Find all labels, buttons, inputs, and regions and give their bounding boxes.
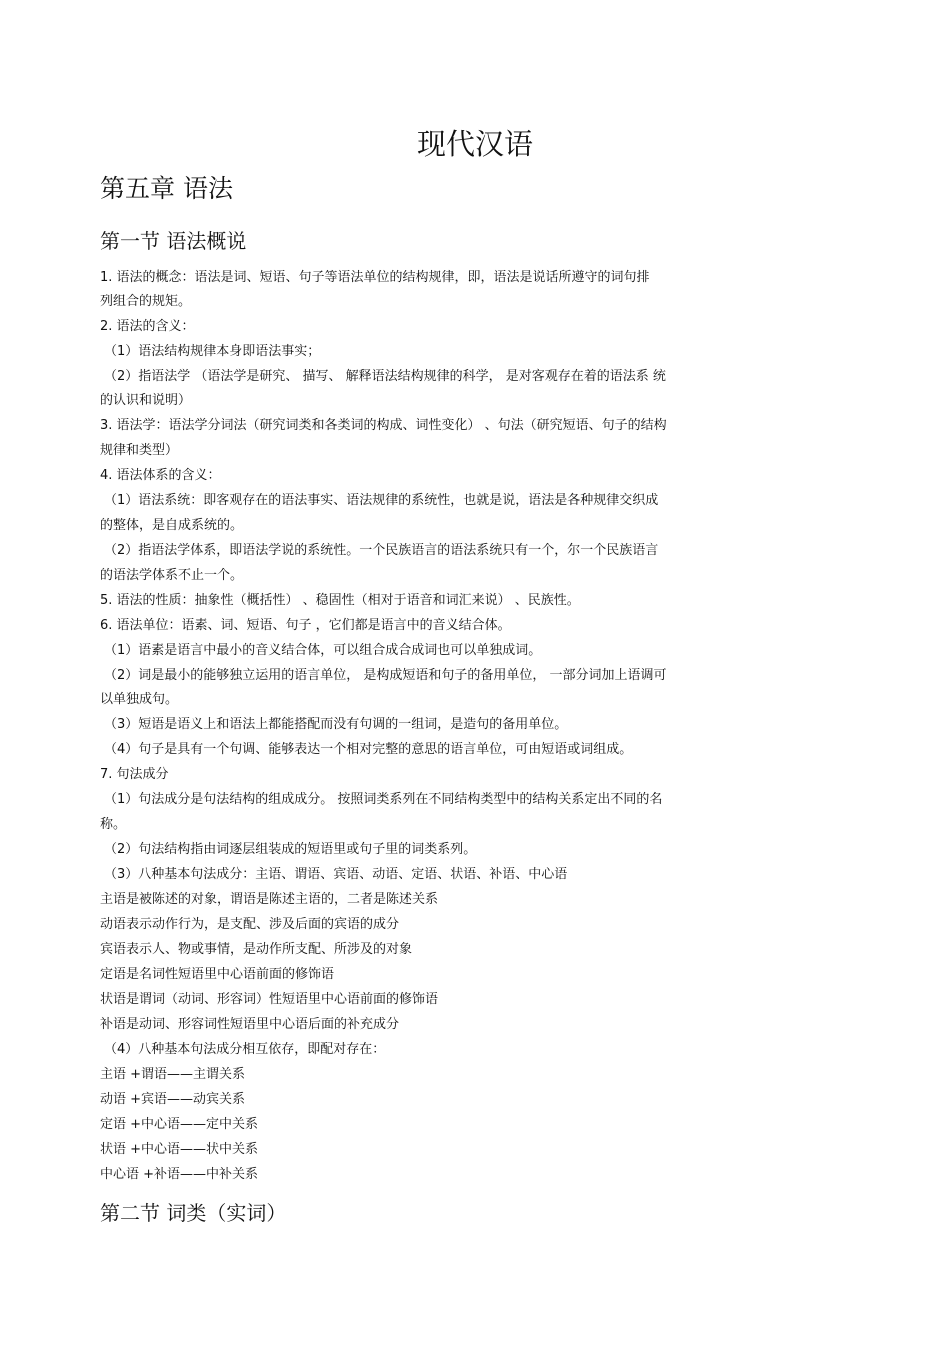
text-line: （1）语素是语言中最小的音义结合体，可以组合成合成词也可以单独成词。 [104,643,542,658]
text-line: 7. 句法成分 [100,767,169,782]
text-line: 规律和类型） [100,443,179,458]
text-line: （2）指语法学体系，即语法学说的系统性。一个民族语言的语法系统只有一个，尔一个民族语言 [104,543,659,558]
text-line: （2）词是最小的能够独立运用的语言单位， 是构成短语和句子的备用单位， 一部分词加上语调可 [104,668,667,683]
text-line: 列组合的规矩。 [100,294,192,309]
text-line: 1. 语法的概念：语法是词、短语、句子等语法单位的结构规律，即，语法是说话所遵守的词句排 [100,270,650,285]
text-line: 动语表示动作行为，是支配、涉及后面的宾语的成分 [100,917,400,932]
text-line: 宾语表示人、物或事情，是动作所支配、所涉及的对象 [100,942,413,957]
text-line: 定语 +中心语——定中关系 [100,1117,259,1132]
text-line: 主语 +谓语——主谓关系 [100,1067,246,1082]
text-line: （1）语法结构规律本身即语法事实； [104,344,321,359]
text-line: （2）指语法学 （语法学是研究、 描写、 解释语法结构规律的科学， 是对客观存在着的语法系 统 [104,369,666,384]
text-line: 3. 语法学：语法学分词法（研究词类和各类词的构成、词性变化） 、句法（研究短语、句子的结构 [100,418,667,433]
chapter-heading: 第五章 语法 [100,174,233,203]
text-line: （3）短语是语义上和语法上都能搭配而没有句调的一组词，是造句的备用单位。 [104,717,568,732]
text-line: 的认识和说明） [100,393,192,408]
text-line: 的整体，是自成系统的。 [100,518,244,533]
text-line: 以单独成句。 [100,692,179,707]
text-line: 状语是谓词（动词、形容词）性短语里中心语前面的修饰语 [100,992,439,1007]
text-line: 的语法学体系不止一个。 [100,568,244,583]
text-line: （3）八种基本句法成分：主语、谓语、宾语、动语、定语、状语、补语、中心语 [104,867,568,882]
section-heading-2: 第二节 词类（实词） [100,1201,287,1225]
text-line: 定语是名词性短语里中心语前面的修饰语 [100,967,335,982]
text-line: 6. 语法单位：语素、词、短语、句子 ，它们都是语言中的音义结合体。 [100,618,511,633]
text-line: 动语 +宾语——动宾关系 [100,1092,246,1107]
text-line: （2）句法结构指由词逐层组装成的短语里或句子里的词类系列。 [104,842,477,857]
text-line: 称。 [100,817,127,832]
text-line: 4. 语法体系的含义： [100,468,221,483]
section-heading-1: 第一节 语法概说 [100,229,247,253]
text-line: （4）句子是具有一个句调、能够表达一个相对完整的意思的语言单位，可由短语或词组成。 [104,742,633,757]
text-line: （4）八种基本句法成分相互依存，即配对存在： [104,1042,386,1057]
text-line: 补语是动词、形容词性短语里中心语后面的补充成分 [100,1017,400,1032]
text-line: （1）语法系统：即客观存在的语法事实、语法规律的系统性，也就是说，语法是各种规律交织成 [104,493,659,508]
text-line: 5. 语法的性质：抽象性（概括性） 、稳固性（相对于语音和词汇来说） 、民族性。 [100,593,580,608]
text-line: 主语是被陈述的对象，谓语是陈述主语的，二者是陈述关系 [100,892,439,907]
document-title: 现代汉语 [416,127,533,161]
text-line: （1）句法成分是句法结构的组成成分。 按照词类系列在不同结构类型中的结构关系定出不同的名 [104,792,663,807]
text-line: 状语 +中心语——状中关系 [100,1142,259,1157]
text-line: 2. 语法的含义： [100,319,195,334]
text-line: 中心语 +补语——中补关系 [100,1167,259,1182]
